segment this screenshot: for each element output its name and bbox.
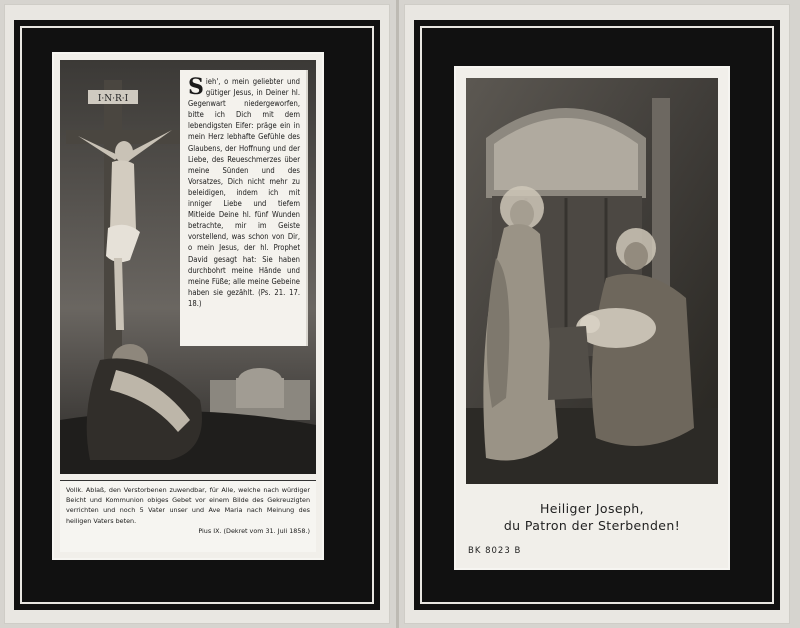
card-fold	[396, 0, 399, 628]
right-leaf	[404, 4, 790, 624]
indulgence-reference: Pius IX. (Dekret vom 31. Juli 1858.)	[198, 526, 310, 535]
catalog-number: BK 8023 B	[468, 546, 522, 556]
prayer-text: ieh', o mein geliebter und gütiger Jesus, in Deiner hl. Gegenwart niedergeworfen, bitte ich Dich mit dem lebendigsten Eifer: präge ein in mein Herz lebhafte Gefühle des Glaubens, der Hoffnung und der Liebe, des Reueschmerzes über meine Sünden und des Vorsatzes, Dich nicht mehr zu beleidigen, indem ich mit inniger Liebe und tiefem Mitleide Deine hl. fünf Wunden betrachte, mir im Geiste vorstellend, was schon von Dir, o mein Jesus, der hl. Prophet David gesagt hat: Sie haben durchbohrt meine Hände und meine Füße; alle meine Gebeine haben sie gezählt. (Ps. 21. 17. 18.)	[188, 77, 300, 308]
caption-line-1: Heiliger Joseph,	[539, 501, 644, 516]
saint-joseph-card	[454, 66, 730, 570]
holy-family-illustration	[466, 78, 718, 484]
left-leaf	[4, 4, 390, 624]
indulgence-note	[60, 480, 316, 552]
crucifixion-image	[60, 60, 316, 474]
prayer-initial: S	[188, 74, 204, 100]
caption-line-2: du Patron der Sterbenden!	[503, 518, 681, 533]
prayer-text-box	[180, 70, 308, 346]
card-caption	[456, 500, 728, 534]
holy-family-image	[466, 78, 718, 484]
inri-inscription: I·N·R·I	[97, 94, 129, 104]
indulgence-text: Vollk. Ablaß, den Verstorbenen zuwendbar, für Alle, welche nach würdiger Beicht und Kommunion obiges Gebet vor einem Bilde des Gekreuzigten verrichten und noch 5 Vater unser und Ave Maria nach Meinung des heiligen Vaters beten.	[66, 486, 310, 525]
crucifixion-card	[52, 52, 324, 560]
